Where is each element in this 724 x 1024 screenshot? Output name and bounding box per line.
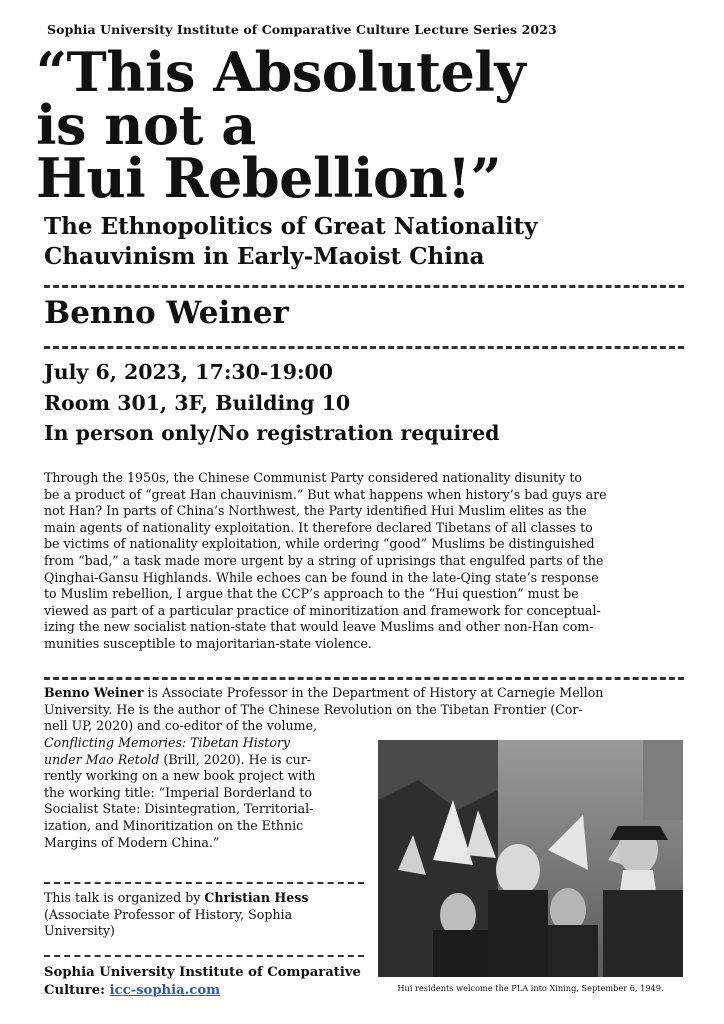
organizer-note [44, 890, 374, 940]
event-attendance: In person only/No registration required [44, 421, 500, 445]
bio-line: rently working on a new book project with [44, 768, 316, 784]
bio-line [44, 752, 374, 769]
abstract-line: Through the 1950s, the Chinese Communist Party considered nationality disunity to [44, 470, 582, 485]
bio-line: ization, and Minoritization on the Ethnic [44, 817, 304, 833]
bio-line: nell UP, 2020) and co-editor of the volume, [44, 718, 318, 734]
book-title-part-2: under Mao Retold [44, 751, 160, 767]
speaker-bio [44, 685, 684, 735]
footer-prefix: Culture: [44, 982, 110, 998]
bio-line: the working title: “Imperial Borderland to [44, 784, 312, 800]
footer-line [44, 982, 374, 1000]
abstract [44, 470, 684, 653]
organizer-line: (Associate Professor of History, Sophia [44, 906, 293, 922]
bio-text: is Associate Professor in the Department of History at Carnegie Mellon [143, 685, 604, 700]
historical-photo-image [378, 740, 683, 977]
organizer-line: University) [44, 923, 115, 939]
divider [44, 955, 364, 957]
abstract-line: munities susceptible to majoritarian-state violence. [44, 635, 372, 651]
event-details [44, 357, 499, 449]
lecture-title [36, 40, 696, 210]
bio-line: Socialist State: Disintegration, Territorial- [44, 801, 314, 817]
speaker-bio-continued [44, 735, 374, 851]
title-line-3: Hui Rebellion!” [36, 146, 502, 210]
abstract-line: be a product of “great Han chauvinism.” But what happens when history’s bad guys are [44, 486, 607, 502]
divider [44, 677, 684, 680]
bio-line: Margins of Modern China.” [44, 834, 220, 850]
abstract-line: viewed as part of a particular practice of minoritization and framework for conceptual- [44, 602, 601, 618]
title-line-2: is not a [36, 93, 256, 157]
abstract-line: main agents of nationality exploitation. It therefore declared Tibetans of all classes to [44, 519, 593, 535]
event-location: Room 301, 3F, Building 10 [44, 390, 351, 415]
photo-caption: Hui residents welcome the PLA into Xining, September 6, 1949. [397, 983, 664, 993]
lecture-series-label: Sophia University Institute of Comparative Culture Lecture Series 2023 [47, 22, 557, 37]
organizer-line [44, 890, 374, 907]
abstract-line: izing the new socialist nation-state that would leave Muslims and other non-Han com- [44, 619, 594, 635]
footer-line: Sophia University Institute of Comparative [44, 965, 361, 980]
historical-photo [378, 740, 683, 977]
divider [44, 285, 684, 288]
lecture-subtitle [44, 212, 704, 272]
title-line-1: “This Absolutely [36, 40, 526, 104]
abstract-line: Qinghai-Gansu Highlands. While echoes can be found in the late-Qing state’s response [44, 569, 599, 585]
subtitle-line-1: The Ethnopolitics of Great Nationality [44, 213, 538, 240]
website-link[interactable]: icc-sophia.com [109, 982, 221, 998]
organizer-name: Christian Hess [204, 890, 309, 905]
bio-book-title [44, 735, 374, 752]
abstract-line: be victims of nationality exploitation, while ordering “good” Muslims be distinguished [44, 536, 595, 552]
institute-footer [44, 964, 374, 999]
bio-line: University. He is the author of The Chinese Revolution on the Tibetan Frontier (Cor- [44, 701, 583, 717]
bio-line [44, 685, 684, 702]
bio-speaker-name: Benno Weiner [44, 685, 144, 700]
speaker-name: Benno Weiner [44, 295, 289, 331]
organizer-prefix: This talk is organized by [44, 890, 205, 905]
divider [44, 882, 364, 884]
bio-text: (Brill, 2020). He is cur- [159, 751, 312, 767]
abstract-line: from “bad,” a task made more urgent by a string of uprisings that engulfed parts of the [44, 552, 604, 568]
abstract-line: to Muslim rebellion, I argue that the CCP’s approach to the “Hui question” must be [44, 586, 579, 602]
divider [44, 346, 684, 349]
book-title-part-1: Conflicting Memories: Tibetan History [44, 735, 291, 750]
abstract-line: not Han? In parts of China’s Northwest, the Party identified Hui Muslim elites as the [44, 503, 587, 519]
event-datetime: July 6, 2023, 17:30-19:00 [44, 360, 334, 384]
subtitle-line-2: Chauvinism in Early-Maoist China [44, 243, 485, 270]
